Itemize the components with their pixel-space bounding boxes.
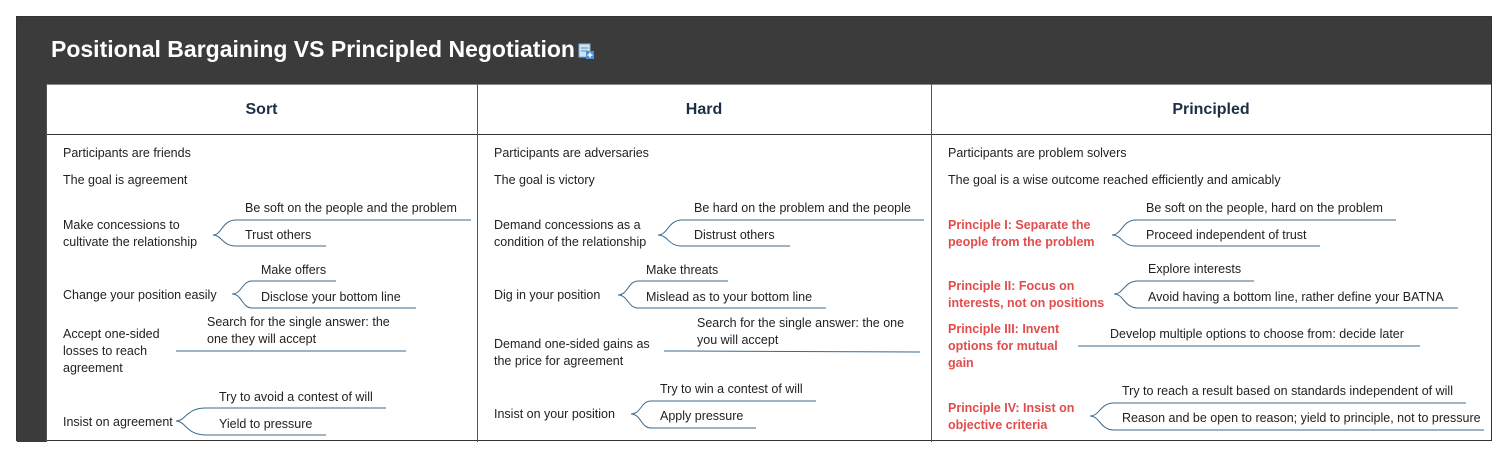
soft-concessions-label: Make concessions to bbox=[63, 218, 180, 232]
principle-3-label: Principle III: Invent bbox=[948, 322, 1060, 336]
hard-participants: Participants are adversaries bbox=[494, 146, 649, 160]
principle-2-label: interests, not on positions bbox=[948, 296, 1105, 310]
principle-1-label: Principle I: Separate the bbox=[948, 218, 1091, 232]
page-title: Positional Bargaining VS Principled Negotiation bbox=[51, 36, 575, 62]
principled-participants: Participants are problem solvers bbox=[948, 146, 1127, 160]
principled-branch: Develop multiple options to choose from: decide later bbox=[1110, 327, 1404, 341]
soft-insist-label: Insist on agreement bbox=[63, 415, 173, 429]
hard-concessions-label: Demand concessions as a bbox=[494, 218, 641, 232]
soft-losses-label: agreement bbox=[63, 361, 123, 375]
note-icon[interactable] bbox=[577, 42, 595, 60]
column-divider bbox=[931, 84, 932, 442]
soft-branch: one they will accept bbox=[207, 332, 317, 346]
principled-goal: The goal is a wise outcome reached efficiently and amicably bbox=[948, 173, 1281, 187]
soft-participants: Participants are friends bbox=[63, 146, 191, 160]
soft-branch: Try to avoid a contest of will bbox=[219, 390, 373, 404]
hard-concessions-label: condition of the relationship bbox=[494, 235, 647, 249]
soft-position-label: Change your position easily bbox=[63, 288, 217, 302]
principled-branch: Be soft on the people, hard on the problem bbox=[1146, 201, 1383, 215]
hard-gains-label: Demand one-sided gains as bbox=[494, 337, 650, 351]
hard-branch: you will accept bbox=[697, 333, 779, 347]
soft-branch: Disclose your bottom line bbox=[261, 290, 401, 304]
title-bar bbox=[17, 17, 1491, 84]
hard-insist-label: Insist on your position bbox=[494, 407, 615, 421]
column-divider bbox=[477, 84, 478, 442]
hard-branch: Try to win a contest of will bbox=[660, 382, 803, 396]
hard-branch: Search for the single answer: the one bbox=[697, 316, 905, 330]
principled-branch: Explore interests bbox=[1148, 262, 1242, 276]
soft-branch: Trust others bbox=[245, 228, 312, 242]
hard-position-label: Dig in your position bbox=[494, 288, 601, 302]
soft-losses-label: Accept one-sided bbox=[63, 327, 160, 341]
principle-3-label: gain bbox=[948, 356, 974, 370]
principle-4-label: Principle IV: Insist on bbox=[948, 401, 1075, 415]
principled-branch: Reason and be open to reason; yield to principle, not to pressure bbox=[1122, 411, 1481, 425]
hard-branch: Distrust others bbox=[694, 228, 775, 242]
row-strip bbox=[17, 84, 46, 442]
hard-branch: Apply pressure bbox=[660, 409, 744, 423]
hard-goal: The goal is victory bbox=[494, 173, 595, 187]
column-header-hard: Hard bbox=[685, 101, 723, 118]
soft-concessions-label: cultivate the relationship bbox=[63, 235, 198, 249]
hard-gains-label: the price for agreement bbox=[494, 354, 624, 368]
soft-losses-label: losses to reach bbox=[63, 344, 148, 358]
column-header-row bbox=[46, 84, 1491, 135]
principle-4-label: objective criteria bbox=[948, 418, 1048, 432]
hard-branch: Mislead as to your bottom line bbox=[646, 290, 813, 304]
soft-branch: Search for the single answer: the bbox=[207, 315, 390, 329]
principled-branch: Avoid having a bottom line, rather define your BATNA bbox=[1148, 290, 1444, 304]
principle-1-label: people from the problem bbox=[948, 235, 1095, 249]
principled-branch: Try to reach a result based on standards independent of will bbox=[1122, 384, 1453, 398]
principle-2-label: Principle II: Focus on bbox=[948, 279, 1075, 293]
principle-3-label: options for mutual bbox=[948, 339, 1058, 353]
hard-branch: Make threats bbox=[646, 263, 719, 277]
column-header-principled: Principled bbox=[1172, 101, 1250, 118]
principled-branch: Proceed independent of trust bbox=[1146, 228, 1307, 242]
hard-branch: Be hard on the problem and the people bbox=[694, 201, 911, 215]
soft-goal: The goal is agreement bbox=[63, 173, 188, 187]
soft-branch: Yield to pressure bbox=[219, 417, 313, 431]
soft-branch: Be soft on the people and the problem bbox=[245, 201, 457, 215]
column-divider bbox=[46, 84, 47, 442]
soft-branch: Make offers bbox=[261, 263, 327, 277]
column-header-soft: Sort bbox=[245, 101, 278, 118]
